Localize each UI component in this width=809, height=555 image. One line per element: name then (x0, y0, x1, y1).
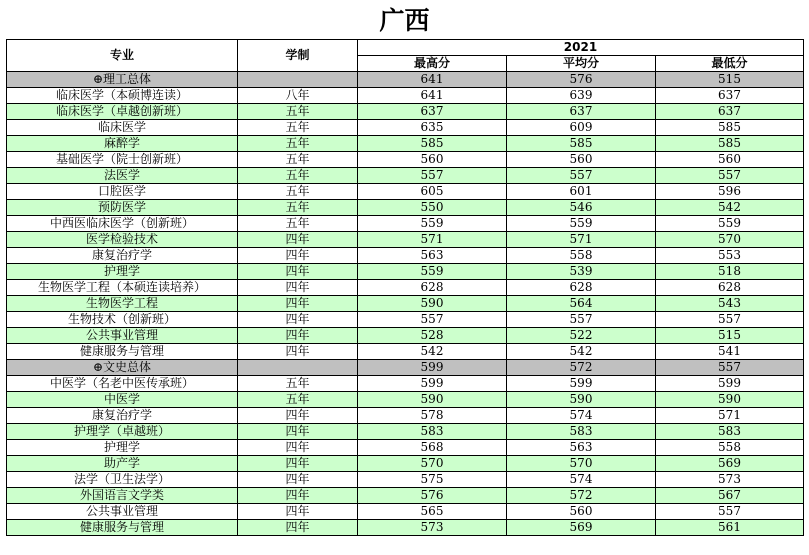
major-cell: 健康服务与管理 (7, 344, 238, 360)
min-score-cell: 559 (656, 216, 804, 232)
avg-score-cell: 576 (507, 72, 656, 88)
max-score-cell: 570 (358, 456, 507, 472)
table-row (7, 120, 804, 136)
min-score-cell: 515 (656, 328, 804, 344)
min-score-cell: 583 (656, 424, 804, 440)
avg-score-cell: 637 (507, 104, 656, 120)
max-score-cell: 641 (358, 88, 507, 104)
min-score-cell: 558 (656, 440, 804, 456)
avg-score-cell: 571 (507, 232, 656, 248)
duration-cell: 四年 (238, 504, 358, 520)
major-cell: 公共事业管理 (7, 328, 238, 344)
table-row (7, 216, 804, 232)
table-row (7, 456, 804, 472)
table-row (7, 376, 804, 392)
major-cell: 护理学 (7, 440, 238, 456)
min-score-cell: 542 (656, 200, 804, 216)
avg-score-cell: 564 (507, 296, 656, 312)
duration-cell (238, 360, 358, 376)
table-row (7, 168, 804, 184)
avg-score-cell: 563 (507, 440, 656, 456)
major-cell: 中西医临床医学（创新班） (7, 216, 238, 232)
major-cell: 助产学 (7, 456, 238, 472)
table-row (7, 440, 804, 456)
avg-score-cell: 522 (507, 328, 656, 344)
min-score-cell: 557 (656, 312, 804, 328)
max-score-cell: 573 (358, 520, 507, 536)
max-score-cell: 599 (358, 376, 507, 392)
major-cell: 护理学 (7, 264, 238, 280)
avg-score-cell: 628 (507, 280, 656, 296)
major-cell: 预防医学 (7, 200, 238, 216)
max-score-cell: 628 (358, 280, 507, 296)
avg-score-cell: 558 (507, 248, 656, 264)
table-row (7, 280, 804, 296)
max-score-cell: 635 (358, 120, 507, 136)
duration-cell: 四年 (238, 280, 358, 296)
min-score-cell: 637 (656, 104, 804, 120)
max-score-cell: 559 (358, 264, 507, 280)
table-row (7, 296, 804, 312)
avg-score-cell: 574 (507, 408, 656, 424)
max-score-cell: 578 (358, 408, 507, 424)
table-row (7, 520, 804, 536)
table-row (7, 104, 804, 120)
min-score-cell: 596 (656, 184, 804, 200)
avg-score-cell: 557 (507, 312, 656, 328)
min-score-cell: 570 (656, 232, 804, 248)
table-row (7, 232, 804, 248)
avg-score-cell: 572 (507, 488, 656, 504)
avg-score-cell: 539 (507, 264, 656, 280)
table-row (7, 312, 804, 328)
major-cell: 临床医学（卓越创新班） (7, 104, 238, 120)
avg-score-cell: 601 (507, 184, 656, 200)
table-row (7, 136, 804, 152)
duration-cell: 四年 (238, 488, 358, 504)
max-score-cell: 637 (358, 104, 507, 120)
table-row (7, 264, 804, 280)
max-score-cell: 528 (358, 328, 507, 344)
table-row (7, 184, 804, 200)
min-score-cell: 571 (656, 408, 804, 424)
duration-cell: 四年 (238, 440, 358, 456)
header-min: 最低分 (656, 56, 804, 72)
max-score-cell: 605 (358, 184, 507, 200)
duration-cell: 四年 (238, 264, 358, 280)
table-row (7, 328, 804, 344)
major-cell: 口腔医学 (7, 184, 238, 200)
min-score-cell: 557 (656, 360, 804, 376)
avg-score-cell: 639 (507, 88, 656, 104)
page-title: 广西 (379, 6, 430, 35)
max-score-cell: 590 (358, 296, 507, 312)
avg-score-cell: 590 (507, 392, 656, 408)
min-score-cell: 590 (656, 392, 804, 408)
min-score-cell: 569 (656, 456, 804, 472)
max-score-cell: 563 (358, 248, 507, 264)
table-row (7, 152, 804, 168)
table-row (7, 472, 804, 488)
table-row (7, 248, 804, 264)
major-cell: 生物医学工程（本硕连读培养） (7, 280, 238, 296)
major-cell: 法学（卫生法学） (7, 472, 238, 488)
major-cell: 护理学（卓越班） (7, 424, 238, 440)
duration-cell: 五年 (238, 184, 358, 200)
duration-cell: 五年 (238, 168, 358, 184)
duration-cell: 四年 (238, 520, 358, 536)
header-max: 最高分 (358, 56, 507, 72)
duration-cell: 八年 (238, 88, 358, 104)
max-score-cell: 559 (358, 216, 507, 232)
table-row (7, 488, 804, 504)
min-score-cell: 541 (656, 344, 804, 360)
header-major: 专业 (7, 40, 238, 72)
major-cell: 中医学 (7, 392, 238, 408)
avg-score-cell: 572 (507, 360, 656, 376)
duration-cell (238, 72, 358, 88)
avg-score-cell: 559 (507, 216, 656, 232)
header-year: 2021 (358, 40, 804, 56)
min-score-cell: 557 (656, 168, 804, 184)
min-score-cell: 573 (656, 472, 804, 488)
duration-cell: 四年 (238, 456, 358, 472)
avg-score-cell: 542 (507, 344, 656, 360)
major-cell: 麻醉学 (7, 136, 238, 152)
min-score-cell: 567 (656, 488, 804, 504)
min-score-cell: 637 (656, 88, 804, 104)
header-duration: 学制 (238, 40, 358, 72)
major-cell: 健康服务与管理 (7, 520, 238, 536)
duration-cell: 四年 (238, 344, 358, 360)
major-cell: 基础医学（院士创新班） (7, 152, 238, 168)
major-cell: 医学检验技术 (7, 232, 238, 248)
duration-cell: 四年 (238, 296, 358, 312)
duration-cell: 四年 (238, 424, 358, 440)
min-score-cell: 518 (656, 264, 804, 280)
avg-score-cell: 570 (507, 456, 656, 472)
min-score-cell: 515 (656, 72, 804, 88)
min-score-cell: 553 (656, 248, 804, 264)
table-row (7, 424, 804, 440)
avg-score-cell: 557 (507, 168, 656, 184)
max-score-cell: 560 (358, 152, 507, 168)
min-score-cell: 585 (656, 136, 804, 152)
major-cell: 外国语言文学类 (7, 488, 238, 504)
table-row (7, 200, 804, 216)
max-score-cell: 575 (358, 472, 507, 488)
avg-score-cell: 560 (507, 152, 656, 168)
duration-cell: 四年 (238, 232, 358, 248)
min-score-cell: 628 (656, 280, 804, 296)
major-cell: ⊕理工总体 (7, 72, 238, 88)
major-cell: 法医学 (7, 168, 238, 184)
max-score-cell: 568 (358, 440, 507, 456)
duration-cell: 五年 (238, 152, 358, 168)
duration-cell: 五年 (238, 376, 358, 392)
duration-cell: 四年 (238, 328, 358, 344)
max-score-cell: 590 (358, 392, 507, 408)
duration-cell: 四年 (238, 408, 358, 424)
major-cell: 生物医学工程 (7, 296, 238, 312)
table-row (7, 344, 804, 360)
major-cell: ⊕文史总体 (7, 360, 238, 376)
table-row (7, 504, 804, 520)
avg-score-cell: 560 (507, 504, 656, 520)
group-summary-row (7, 72, 804, 88)
max-score-cell: 542 (358, 344, 507, 360)
max-score-cell: 585 (358, 136, 507, 152)
max-score-cell: 583 (358, 424, 507, 440)
duration-cell: 五年 (238, 200, 358, 216)
table-row (7, 88, 804, 104)
duration-cell: 五年 (238, 104, 358, 120)
major-cell: 公共事业管理 (7, 504, 238, 520)
avg-score-cell: 546 (507, 200, 656, 216)
avg-score-cell: 585 (507, 136, 656, 152)
min-score-cell: 557 (656, 504, 804, 520)
avg-score-cell: 599 (507, 376, 656, 392)
max-score-cell: 557 (358, 168, 507, 184)
score-table (6, 39, 804, 536)
header-avg: 平均分 (507, 56, 656, 72)
duration-cell: 四年 (238, 472, 358, 488)
duration-cell: 五年 (238, 120, 358, 136)
duration-cell: 四年 (238, 312, 358, 328)
avg-score-cell: 583 (507, 424, 656, 440)
table-row (7, 392, 804, 408)
major-cell: 临床医学 (7, 120, 238, 136)
duration-cell: 四年 (238, 248, 358, 264)
max-score-cell: 576 (358, 488, 507, 504)
min-score-cell: 599 (656, 376, 804, 392)
max-score-cell: 571 (358, 232, 507, 248)
avg-score-cell: 569 (507, 520, 656, 536)
major-cell: 临床医学（本硕博连读） (7, 88, 238, 104)
max-score-cell: 599 (358, 360, 507, 376)
table-body (7, 72, 804, 536)
max-score-cell: 550 (358, 200, 507, 216)
duration-cell: 五年 (238, 216, 358, 232)
major-cell: 康复治疗学 (7, 248, 238, 264)
avg-score-cell: 574 (507, 472, 656, 488)
table-row (7, 408, 804, 424)
duration-cell: 五年 (238, 136, 358, 152)
min-score-cell: 585 (656, 120, 804, 136)
max-score-cell: 557 (358, 312, 507, 328)
min-score-cell: 560 (656, 152, 804, 168)
major-cell: 生物技术（创新班） (7, 312, 238, 328)
min-score-cell: 543 (656, 296, 804, 312)
avg-score-cell: 609 (507, 120, 656, 136)
max-score-cell: 565 (358, 504, 507, 520)
major-cell: 中医学（名老中医传承班） (7, 376, 238, 392)
major-cell: 康复治疗学 (7, 408, 238, 424)
max-score-cell: 641 (358, 72, 507, 88)
group-summary-row (7, 360, 804, 376)
duration-cell: 五年 (238, 392, 358, 408)
min-score-cell: 561 (656, 520, 804, 536)
